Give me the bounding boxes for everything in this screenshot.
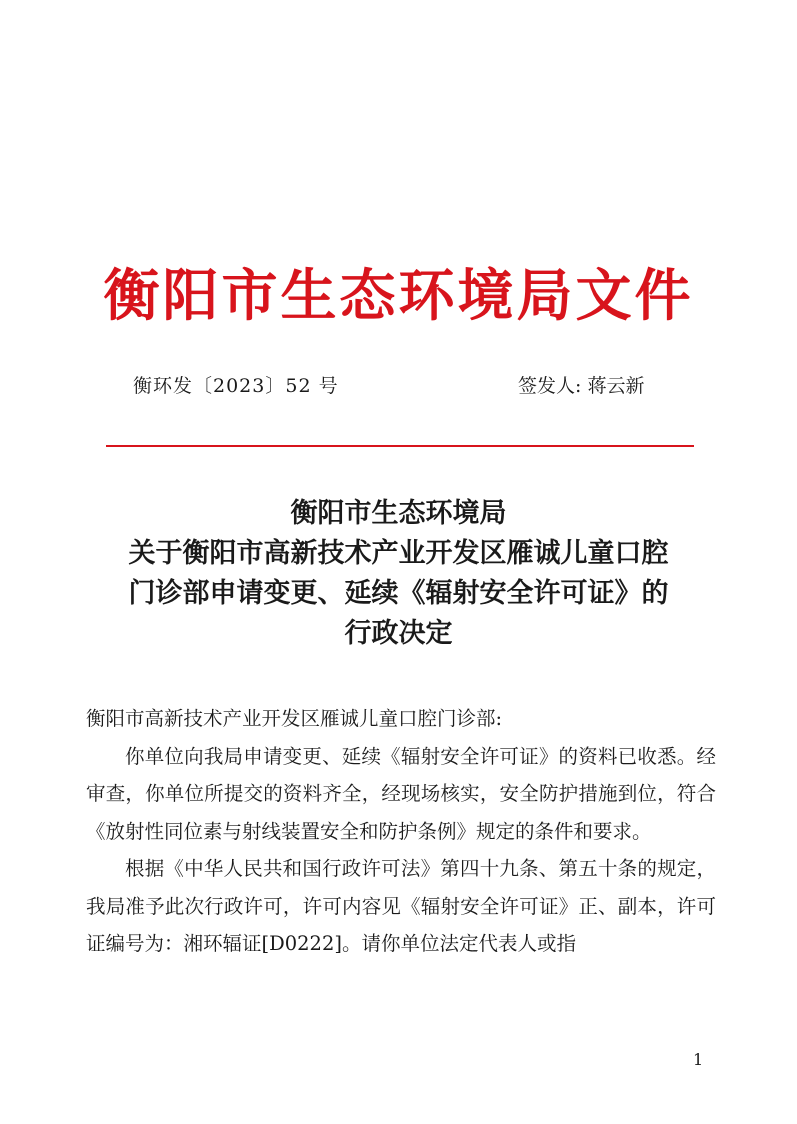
title-line: 门诊部申请变更、延续《辐射安全许可证》的 bbox=[128, 578, 669, 609]
title-line: 衡阳市生态环境局 bbox=[290, 498, 507, 529]
addressee: 衡阳市高新技术产业开发区雁诚儿童口腔门诊部: bbox=[86, 707, 503, 730]
red-divider-line bbox=[106, 445, 694, 447]
signer: 签发人: 蒋云新 bbox=[518, 375, 645, 397]
document-masthead: 衡阳市生态环境局文件 bbox=[103, 264, 694, 329]
document-body bbox=[86, 700, 716, 963]
document-title bbox=[60, 494, 737, 654]
title-line: 行政决定 bbox=[344, 618, 453, 649]
title-line: 关于衡阳市高新技术产业开发区雁诚儿童口腔 bbox=[128, 538, 669, 569]
document-number: 衡环发〔2023〕52 号 bbox=[133, 375, 339, 397]
page-number: 1 bbox=[693, 1050, 704, 1069]
body-paragraph: 根据《中华人民共和国行政许可法》第四十九条、第五十条的规定，我局准予此次行政许可，许可内容见《辐射安全许可证》正、副本，许可证编号为：湘环辐证[D0222]。请你单位法定代表人或指 bbox=[86, 857, 716, 955]
body-paragraph: 你单位向我局申请变更、延续《辐射安全许可证》的资料已收悉。经审查，你单位所提交的资料齐全，经现场核实，安全防护措施到位，符合《放射性同位素与射线装置安全和防护条例》规定的条件和要求。 bbox=[86, 744, 716, 843]
